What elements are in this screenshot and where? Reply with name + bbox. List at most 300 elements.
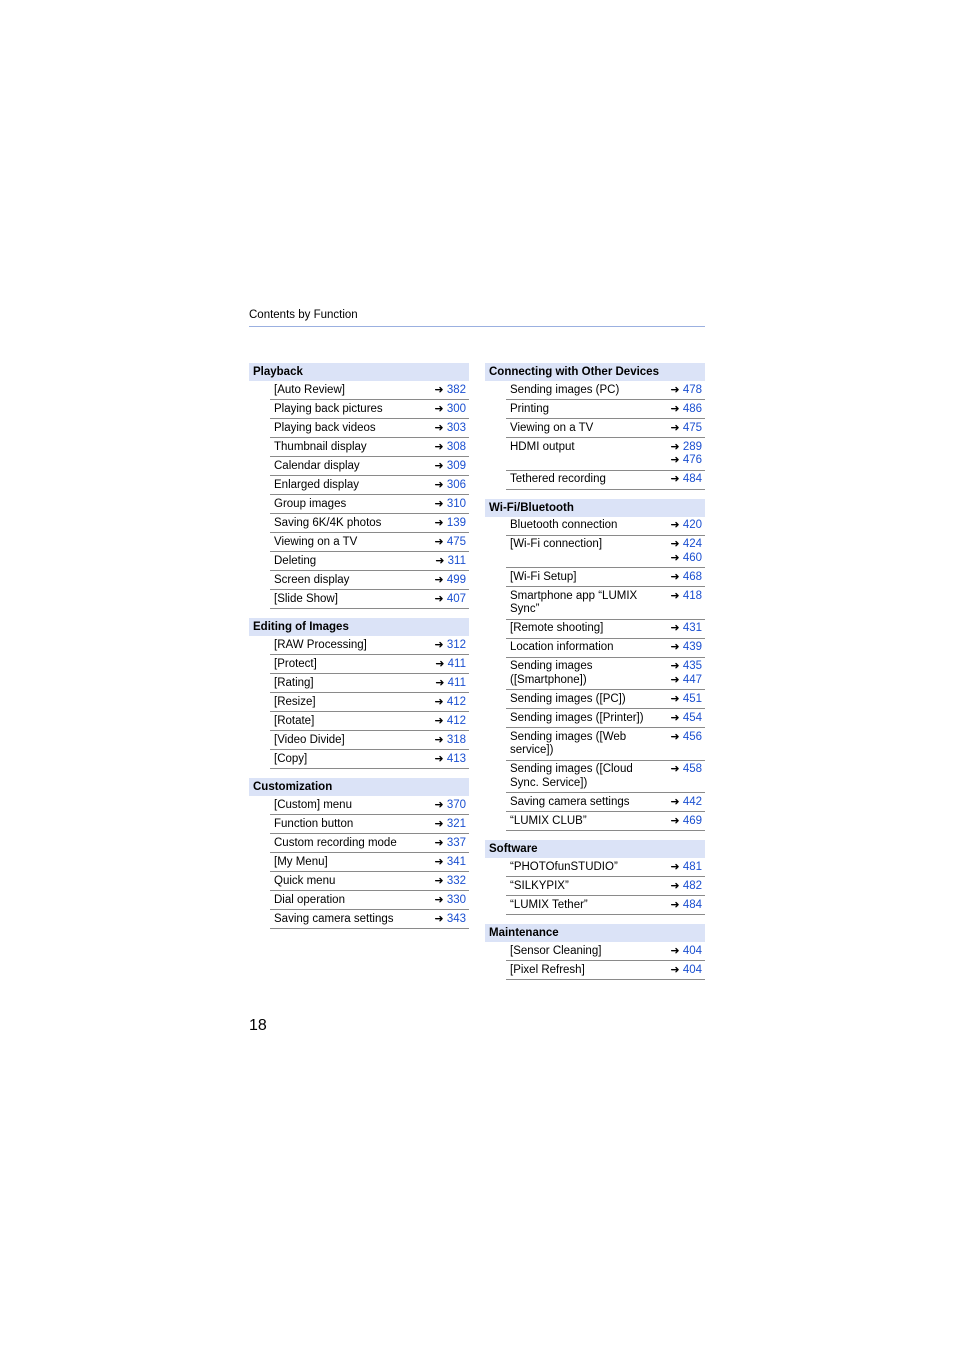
arrow-right-icon: ➜	[670, 963, 680, 976]
toc-label: “PHOTOfunSTUDIO”	[510, 860, 618, 873]
page-number-link[interactable]: 330	[446, 893, 466, 906]
page-ref-link[interactable]	[664, 403, 702, 417]
toc-row	[506, 896, 705, 915]
toc-row	[270, 571, 469, 590]
arrow-right-icon: ➜	[434, 752, 444, 765]
page-number-link[interactable]: 412	[446, 714, 466, 727]
toc-label: Enlarged display	[274, 478, 360, 491]
toc-row	[506, 438, 705, 471]
arrow-right-icon: ➜	[670, 383, 680, 396]
arrow-right-icon: ➜	[434, 573, 444, 586]
page-references	[428, 799, 469, 813]
page-references	[664, 660, 705, 687]
toc-row	[270, 655, 469, 674]
toc-label: [Auto Review]	[274, 383, 345, 396]
page-number-link[interactable]: 308	[446, 440, 466, 453]
page-ref-link[interactable]	[664, 861, 702, 875]
toc-label: Saving 6K/4K photos	[274, 516, 382, 529]
page-number-link[interactable]: 411	[447, 657, 466, 670]
page-ref-link[interactable]	[664, 731, 702, 745]
arrow-right-icon: ➜	[670, 641, 680, 653]
toc-label: Dial operation	[274, 893, 345, 906]
page-ref-link[interactable]	[428, 837, 466, 851]
page-ref-link[interactable]	[664, 815, 702, 829]
page-number-link[interactable]: 306	[446, 478, 466, 491]
page-references	[664, 880, 705, 894]
page-number-link[interactable]: 439	[682, 641, 702, 653]
page-ref-link[interactable]	[664, 641, 702, 655]
page-references	[664, 590, 705, 617]
page-ref-link[interactable]	[428, 696, 466, 710]
page-references	[664, 473, 705, 487]
toc-label: [Sensor Cleaning]	[510, 944, 602, 957]
page-references	[428, 753, 469, 767]
toc-row	[270, 815, 469, 834]
page-references	[428, 856, 469, 870]
toc-row	[270, 419, 469, 438]
arrow-right-icon: ➜	[434, 516, 444, 529]
page-number-link[interactable]: 478	[682, 383, 702, 396]
page-references	[428, 696, 469, 710]
section-maintenance	[485, 924, 705, 980]
toc-row	[270, 552, 469, 571]
arrow-right-icon: ➜	[434, 733, 444, 746]
page-number-link[interactable]: 310	[446, 497, 466, 510]
page-number-link[interactable]: 451	[682, 692, 702, 705]
page-ref-link[interactable]	[664, 763, 702, 777]
toc-label: [Wi-Fi Setup]	[510, 570, 577, 583]
page-references	[664, 441, 705, 468]
toc-label: “LUMIX CLUB”	[510, 814, 587, 827]
section-title: Software	[485, 840, 705, 858]
page-references	[428, 479, 469, 493]
page-ref-link[interactable]	[664, 674, 702, 688]
page-references	[428, 403, 469, 417]
page-ref-link[interactable]	[664, 571, 702, 585]
toc-row	[270, 750, 469, 769]
arrow-right-icon: ➜	[670, 440, 680, 453]
page-number-link[interactable]: 420	[682, 519, 702, 531]
page-references	[664, 712, 705, 726]
page-number-link[interactable]: 370	[446, 798, 466, 811]
page-number-link[interactable]: 343	[446, 912, 466, 925]
arrow-right-icon: ➜	[670, 570, 680, 583]
toc-label: Printing	[510, 402, 549, 415]
page-number-link[interactable]: 139	[446, 516, 466, 529]
page-references	[664, 384, 705, 398]
page-references	[428, 658, 469, 672]
page-number-link[interactable]: 469	[682, 814, 702, 827]
page-number-link[interactable]: 481	[682, 860, 702, 873]
toc-row	[506, 517, 705, 536]
arrow-right-icon: ➜	[670, 589, 680, 602]
toc-row	[270, 712, 469, 731]
toc-row	[270, 636, 469, 655]
page-references	[428, 422, 469, 436]
running-title: Contents by Function	[249, 309, 705, 327]
arrow-right-icon: ➜	[434, 383, 444, 396]
arrow-right-icon: ➜	[435, 657, 445, 670]
toc-label: Sending images (PC)	[510, 383, 620, 396]
toc-row	[270, 891, 469, 910]
page-number-link[interactable]: 289	[682, 440, 702, 453]
arrow-right-icon: ➜	[434, 638, 444, 651]
toc-label: [Rotate]	[274, 714, 315, 727]
arrow-right-icon: ➜	[434, 695, 444, 708]
page-references	[664, 641, 705, 655]
toc-label: [Video Divide]	[274, 733, 345, 746]
page-ref-link[interactable]	[664, 796, 702, 810]
section-title: Customization	[249, 778, 469, 796]
page-ref-link[interactable]	[428, 517, 466, 531]
page-ref-link[interactable]	[664, 384, 702, 398]
page-ref-link[interactable]	[428, 658, 466, 672]
toc-row	[270, 533, 469, 552]
page-ref-link[interactable]	[664, 538, 702, 552]
arrow-right-icon: ➜	[670, 898, 680, 911]
page-references	[664, 422, 705, 436]
page-ref-link[interactable]	[428, 593, 466, 607]
toc-label: Group images	[274, 497, 347, 510]
toc-label: Calendar display	[274, 459, 360, 472]
page-ref-link[interactable]	[664, 880, 702, 894]
section-wi-fi-bluetooth	[485, 499, 705, 832]
page-ref-link[interactable]	[664, 454, 702, 468]
arrow-right-icon: ➜	[434, 497, 444, 510]
page-references	[664, 622, 705, 636]
toc-label: [Pixel Refresh]	[510, 963, 585, 976]
toc-row	[270, 731, 469, 750]
arrow-right-icon: ➜	[670, 551, 680, 564]
arrow-right-icon: ➜	[670, 673, 680, 686]
page-ref-link[interactable]	[428, 441, 466, 455]
arrow-right-icon: ➜	[434, 855, 444, 868]
left-column	[249, 363, 469, 938]
toc-row	[270, 590, 469, 609]
page-number-link[interactable]: 318	[446, 733, 466, 746]
page-ref-link[interactable]	[664, 899, 702, 913]
toc-label: [Rating]	[274, 676, 314, 689]
page-number-link[interactable]: 303	[446, 421, 466, 434]
page-number-link[interactable]: 341	[446, 855, 466, 868]
page-number-link[interactable]: 412	[446, 695, 466, 708]
page-ref-link[interactable]	[428, 799, 466, 813]
page-ref-link[interactable]	[428, 913, 466, 927]
page-references	[428, 818, 469, 832]
page-ref-link[interactable]	[664, 660, 702, 674]
toc-row	[506, 761, 705, 794]
toc-label: Smartphone app “LUMIX Sync”	[510, 589, 638, 615]
page-ref-link[interactable]	[428, 734, 466, 748]
page-ref-link[interactable]	[428, 536, 466, 550]
page-references	[664, 964, 705, 978]
page-references	[664, 731, 705, 758]
page-number-link[interactable]: 431	[682, 622, 702, 634]
arrow-right-icon: ➜	[670, 538, 680, 550]
section-title: Wi-Fi/Bluetooth	[485, 499, 705, 517]
toc-label: Viewing on a TV	[510, 421, 594, 434]
toc-row	[506, 709, 705, 728]
arrow-right-icon: ➜	[434, 592, 444, 605]
page-references	[428, 837, 469, 851]
toc-row	[270, 400, 469, 419]
page-ref-link[interactable]	[428, 384, 466, 398]
page-number-link[interactable]: 460	[682, 551, 702, 564]
page-ref-link[interactable]	[428, 479, 466, 493]
page-number-link[interactable]: 309	[446, 459, 466, 472]
page-number-link[interactable]: 484	[682, 898, 702, 911]
arrow-right-icon: ➜	[670, 660, 680, 672]
page-number-link[interactable]: 321	[446, 817, 466, 830]
toc-label: Function button	[274, 817, 354, 830]
arrow-right-icon: ➜	[670, 711, 680, 724]
toc-row	[506, 812, 705, 831]
toc-label: Screen display	[274, 573, 350, 586]
toc-row	[270, 796, 469, 815]
section-software	[485, 840, 705, 915]
page-ref-link[interactable]	[664, 441, 702, 455]
arrow-right-icon: ➜	[670, 944, 680, 957]
page-number-link[interactable]: 499	[446, 573, 466, 586]
toc-label: [Resize]	[274, 695, 316, 708]
arrow-right-icon: ➜	[434, 912, 444, 925]
toc-row	[506, 471, 705, 490]
toc-row	[270, 853, 469, 872]
page-number: 18	[249, 1017, 267, 1034]
page-references	[664, 899, 705, 913]
page-number-link[interactable]: 311	[447, 554, 466, 567]
toc-label: Thumbnail display	[274, 440, 367, 453]
page-ref-link[interactable]	[664, 622, 702, 636]
page-ref-link[interactable]	[664, 693, 702, 707]
page-references	[664, 693, 705, 707]
page-references	[428, 875, 469, 889]
page-ref-link[interactable]	[664, 712, 702, 726]
toc-row	[270, 834, 469, 853]
toc-label: Sending images ([Web service])	[510, 730, 627, 756]
toc-label: HDMI output	[510, 440, 575, 453]
page-references	[664, 796, 705, 810]
toc-label: Sending images ([Printer])	[510, 711, 644, 724]
arrow-right-icon: ➜	[670, 692, 680, 705]
page-ref-link[interactable]	[664, 590, 702, 604]
page-number-link[interactable]: 418	[682, 589, 702, 602]
toc-label: Sending images ([Smartphone])	[510, 660, 593, 686]
arrow-right-icon: ➜	[434, 714, 444, 727]
page-references	[664, 571, 705, 585]
page-number-link[interactable]: 454	[682, 711, 702, 724]
toc-label: [Wi-Fi connection]	[510, 538, 603, 550]
toc-label: Bluetooth connection	[510, 519, 618, 531]
page-ref-link[interactable]	[428, 639, 466, 653]
page-ref-link[interactable]	[664, 945, 702, 959]
page-number-link[interactable]: 468	[682, 570, 702, 583]
page-number-link[interactable]: 475	[446, 535, 466, 548]
toc-row	[270, 495, 469, 514]
page-references	[664, 861, 705, 875]
arrow-right-icon: ➜	[434, 817, 444, 830]
page-ref-link[interactable]	[664, 422, 702, 436]
page-references	[428, 460, 469, 474]
page-references	[664, 538, 705, 565]
arrow-right-icon: ➜	[434, 478, 444, 491]
page-references	[428, 536, 469, 550]
page-references	[428, 913, 469, 927]
toc-label: Viewing on a TV	[274, 535, 358, 548]
arrow-right-icon: ➜	[670, 402, 680, 415]
toc-label: “SILKYPIX”	[510, 879, 569, 892]
page-number-link[interactable]: 404	[682, 963, 702, 976]
section-title: Connecting with Other Devices	[485, 363, 705, 381]
section-title: Maintenance	[485, 924, 705, 942]
page-references	[428, 517, 469, 531]
toc-row	[506, 961, 705, 980]
arrow-right-icon: ➜	[670, 519, 680, 531]
page-number-link[interactable]: 407	[446, 592, 466, 605]
toc-label: Quick menu	[274, 874, 336, 887]
toc-row	[506, 536, 705, 569]
section-playback	[249, 363, 469, 609]
page-number-link[interactable]: 486	[682, 402, 702, 415]
page-references	[428, 384, 469, 398]
page-number-link[interactable]: 382	[446, 383, 466, 396]
page-number-link[interactable]: 458	[682, 763, 702, 775]
toc-label: Sending images ([PC])	[510, 692, 626, 705]
toc-label: [My Menu]	[274, 855, 328, 868]
page-number-link[interactable]: 424	[682, 538, 702, 550]
page-ref-link[interactable]	[428, 422, 466, 436]
page-number-link[interactable]: 312	[446, 638, 466, 651]
arrow-right-icon: ➜	[670, 795, 680, 808]
page-ref-link[interactable]	[428, 818, 466, 832]
page-ref-link[interactable]	[428, 715, 466, 729]
page-number-link[interactable]: 337	[446, 836, 466, 849]
arrow-right-icon: ➜	[434, 535, 444, 548]
toc-row	[270, 674, 469, 693]
page-ref-link[interactable]	[428, 460, 466, 474]
arrow-right-icon: ➜	[434, 798, 444, 811]
page-number-link[interactable]: 300	[446, 402, 466, 415]
page-references	[428, 441, 469, 455]
page-references	[664, 403, 705, 417]
arrow-right-icon: ➜	[434, 893, 444, 906]
toc-label: Sending images ([Cloud Sync. Service])	[510, 763, 633, 789]
page-ref-link[interactable]	[664, 964, 702, 978]
page-number-link[interactable]: 447	[682, 673, 702, 686]
toc-row	[270, 476, 469, 495]
arrow-right-icon: ➜	[670, 421, 680, 434]
page-references	[428, 677, 469, 691]
page-number-link[interactable]: 404	[682, 944, 702, 957]
toc-row	[506, 690, 705, 709]
page-number-link[interactable]: 476	[682, 454, 702, 466]
toc-row	[506, 419, 705, 438]
arrow-right-icon: ➜	[434, 421, 444, 434]
arrow-right-icon: ➜	[435, 676, 445, 689]
page-ref-link[interactable]	[664, 552, 702, 566]
page-number-link[interactable]: 332	[446, 874, 466, 887]
toc-row	[506, 381, 705, 400]
toc-row	[506, 793, 705, 812]
page-references	[428, 593, 469, 607]
section-editing-of-images	[249, 618, 469, 769]
arrow-right-icon: ➜	[434, 402, 444, 415]
toc-label: Tethered recording	[510, 473, 606, 485]
page-number-link[interactable]: 456	[682, 730, 702, 743]
arrow-right-icon: ➜	[434, 874, 444, 887]
arrow-right-icon: ➜	[434, 836, 444, 849]
toc-row	[506, 400, 705, 419]
page-references	[664, 519, 705, 533]
toc-label: Location information	[510, 641, 614, 653]
page-ref-link[interactable]	[428, 574, 466, 588]
page-number-link[interactable]: 442	[682, 795, 702, 808]
right-column	[485, 363, 705, 989]
page-references	[664, 763, 705, 790]
page-ref-link[interactable]	[428, 875, 466, 889]
arrow-right-icon: ➜	[670, 879, 680, 892]
page-ref-link[interactable]	[664, 519, 702, 533]
page-ref-link[interactable]	[428, 555, 466, 569]
toc-label: [Protect]	[274, 657, 317, 670]
arrow-right-icon: ➜	[434, 459, 444, 472]
page-references	[664, 945, 705, 959]
toc-row	[270, 457, 469, 476]
toc-row	[506, 877, 705, 896]
page-ref-link[interactable]	[428, 894, 466, 908]
page-number-link[interactable]: 484	[682, 473, 702, 485]
page-ref-link[interactable]	[428, 856, 466, 870]
page-number-link[interactable]: 413	[446, 752, 466, 765]
toc-label: [Custom] menu	[274, 798, 352, 811]
toc-label: Deleting	[274, 554, 317, 567]
toc-row	[506, 942, 705, 961]
page-ref-link[interactable]	[428, 677, 466, 691]
toc-label: [Remote shooting]	[510, 622, 604, 634]
toc-row	[506, 568, 705, 587]
page-references	[428, 639, 469, 653]
toc-label: Saving camera settings	[274, 912, 394, 925]
page-ref-link[interactable]	[428, 403, 466, 417]
toc-label: Playing back pictures	[274, 402, 383, 415]
section-connecting-with-other-devices	[485, 363, 705, 490]
page-ref-link[interactable]	[428, 498, 466, 512]
arrow-right-icon: ➜	[434, 440, 444, 453]
toc-label: Playing back videos	[274, 421, 376, 434]
toc-row	[270, 514, 469, 533]
arrow-right-icon: ➜	[670, 860, 680, 873]
page-number-link[interactable]: 482	[682, 879, 702, 892]
toc-row	[270, 381, 469, 400]
arrow-right-icon: ➜	[670, 814, 680, 827]
page-references	[428, 574, 469, 588]
page-references	[428, 734, 469, 748]
page-ref-link[interactable]	[664, 473, 702, 487]
section-title: Playback	[249, 363, 469, 381]
toc-label: Custom recording mode	[274, 836, 397, 849]
page-number-link[interactable]: 411	[447, 676, 466, 689]
toc-row	[270, 872, 469, 891]
toc-label: [RAW Processing]	[274, 638, 367, 651]
page-ref-link[interactable]	[428, 753, 466, 767]
toc-row	[270, 910, 469, 929]
toc-row	[270, 693, 469, 712]
page-number-link[interactable]: 435	[682, 660, 702, 672]
page-number-link[interactable]: 475	[682, 421, 702, 434]
toc-label: “LUMIX Tether”	[510, 898, 588, 911]
toc-row	[506, 587, 705, 620]
toc-row	[506, 858, 705, 877]
